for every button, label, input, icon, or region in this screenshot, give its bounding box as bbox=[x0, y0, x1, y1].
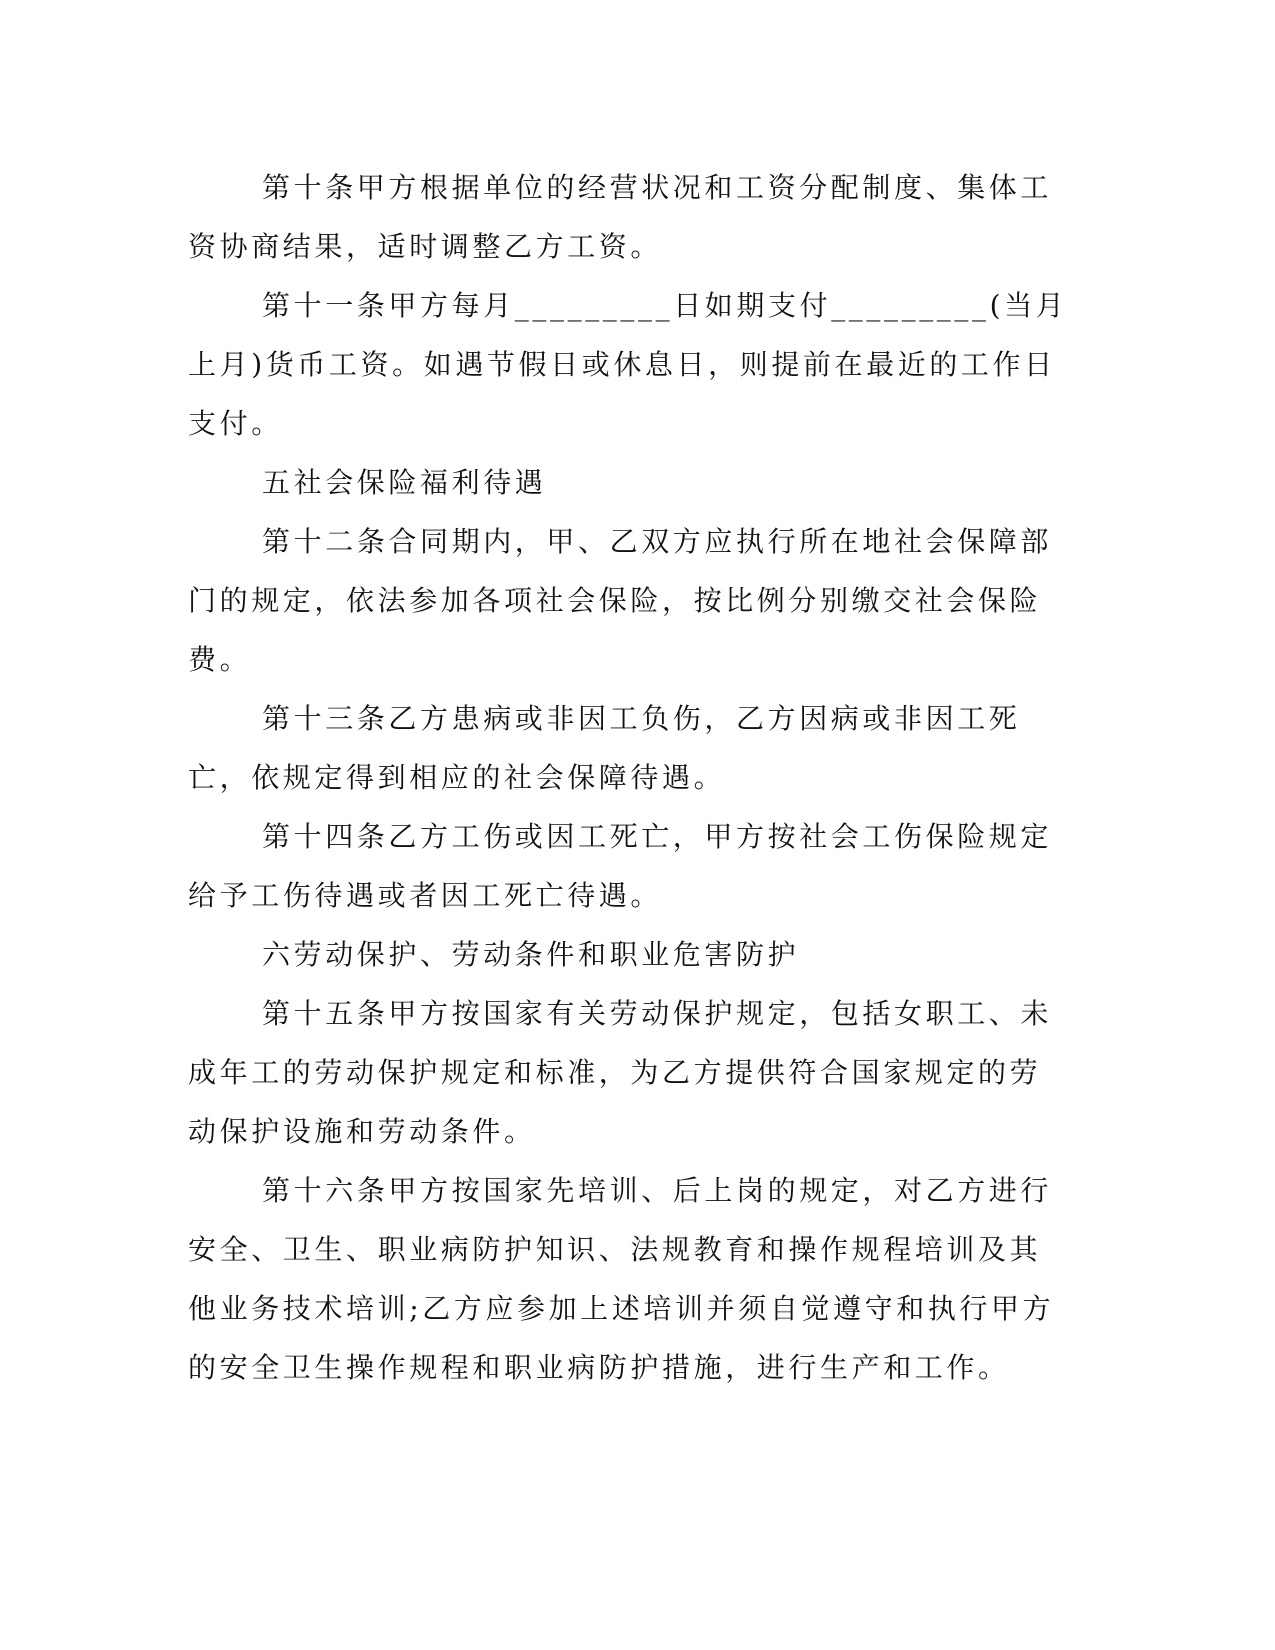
article-15-paragraph: 第十五条甲方按国家有关劳动保护规定，包括女职工、未成年工的劳动保护规定和标准，为乙方提供符合国家规定的劳动保护设施和劳动条件。 bbox=[188, 997, 1053, 1148]
article-11-paragraph: 第十一条甲方每月_________日如期支付_________(当月上月)货币工资。如遇节假日或休息日，则提前在最近的工作日支付。 bbox=[188, 289, 1068, 440]
article-16-paragraph: 第十六条甲方按国家先培训、后上岗的规定，对乙方进行安全、卫生、职业病防护知识、法规教育和操作规程培训及其他业务技术培训;乙方应参加上述培训并须自觉遵守和执行甲方的安全卫生操作规程和职业病防护措施，进行生产和工作。 bbox=[188, 1174, 1055, 1384]
article-13-paragraph: 第十三条乙方患病或非因工负伤，乙方因病或非因工死亡，依规定得到相应的社会保障待遇。 bbox=[188, 702, 1021, 794]
document-body bbox=[188, 158, 1068, 1397]
article-14-paragraph: 第十四条乙方工伤或因工死亡，甲方按社会工伤保险规定给予工伤待遇或者因工死亡待遇。 bbox=[188, 820, 1053, 912]
article-12-paragraph: 第十二条合同期内，甲、乙双方应执行所在地社会保障部门的规定，依法参加各项社会保险，按比例分别缴交社会保险费。 bbox=[188, 525, 1053, 676]
section-6-heading: 六劳动保护、劳动条件和职业危害防护 bbox=[262, 938, 800, 971]
article-10-paragraph: 第十条甲方根据单位的经营状况和工资分配制度、集体工资协商结果，适时调整乙方工资。 bbox=[188, 171, 1053, 263]
section-5-heading: 五社会保险福利待遇 bbox=[262, 466, 547, 499]
